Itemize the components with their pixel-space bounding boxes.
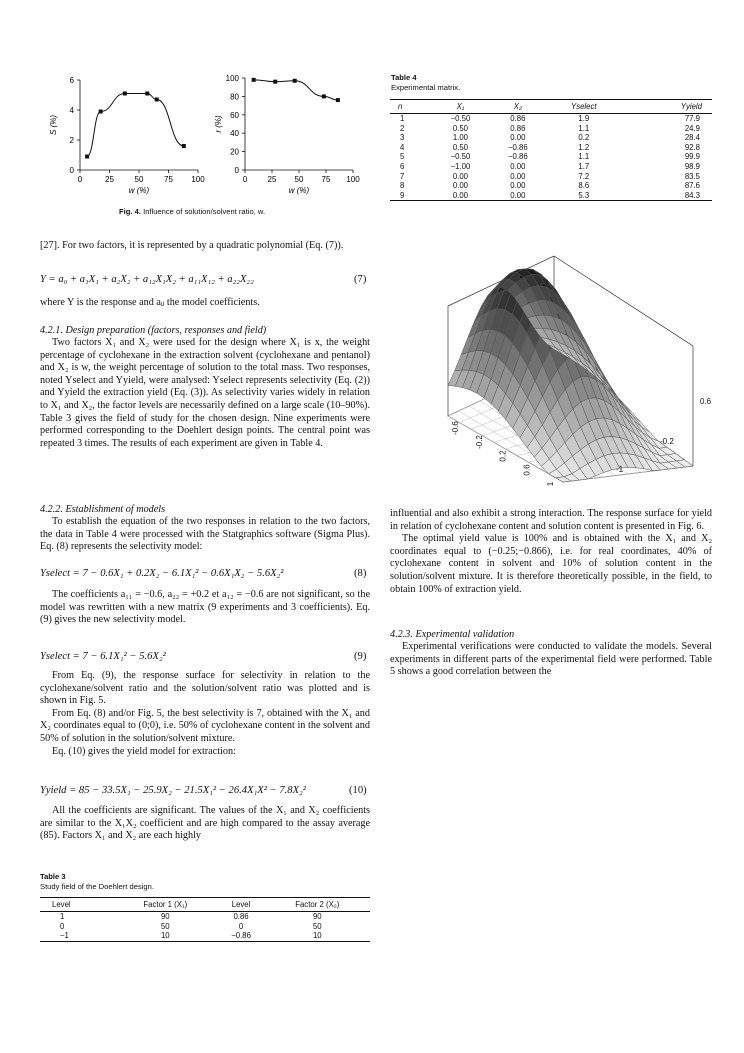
x-tick-label: 0 bbox=[242, 175, 248, 184]
y-tick-label: 0 bbox=[234, 166, 239, 175]
fig4-right-plot bbox=[214, 74, 360, 195]
table3-label: Table 3 bbox=[40, 872, 66, 881]
table4-cell: −0.86 bbox=[508, 142, 528, 152]
left-para-9: All the coefficients are significant. The values of the X₁ and X₂ coefficients are similar to the X₁X₂ coefficient and are high compared to the assay average (85). Factors X₁ and X₂ are each highly bbox=[40, 805, 370, 842]
table3-cell: 0 bbox=[238, 921, 244, 931]
x-axis-label: w (%) bbox=[288, 186, 310, 195]
equation-8: Yselect = 7 − 0.6X₁ + 0.2X₂ − 6.1X₁² − 0.6X₁X₂ − 5.6X₂² bbox=[40, 568, 284, 579]
equation-7-number: (7) bbox=[354, 274, 367, 285]
table-row bbox=[40, 922, 370, 932]
x-axis-label: w (%) bbox=[128, 186, 150, 195]
table4-title: Experimental matrix. bbox=[391, 83, 461, 92]
table4-cell: 0.00 bbox=[510, 181, 526, 191]
data-point bbox=[252, 78, 256, 82]
x-tick-label: 75 bbox=[164, 175, 173, 184]
fig4-caption: Fig. 4. Influence of solution/solvent ratio, w. bbox=[119, 207, 266, 216]
table4-cell: 77.9 bbox=[684, 114, 700, 123]
table3-cell: 50 bbox=[160, 921, 170, 931]
table3-title: Study field of the Doehlert design. bbox=[40, 882, 154, 891]
table4-header-cell: X₁ bbox=[432, 100, 489, 114]
table4-cell: 1.2 bbox=[578, 142, 590, 152]
x-tick-label: 50 bbox=[134, 175, 144, 184]
fig6-tick-label: 1 bbox=[546, 481, 555, 486]
table-row bbox=[390, 152, 712, 162]
table4-cell: 5.3 bbox=[547, 191, 621, 201]
table-row bbox=[390, 133, 712, 143]
left-para-6: From Eq. (9), the response surface for selectivity in relation to the cyclohexane/solvent ratio and the solution/solvent ratio was plotted and is shown in Fig. 5. bbox=[40, 670, 370, 707]
table4-cell: 1 bbox=[400, 114, 405, 123]
data-point bbox=[182, 144, 186, 148]
figure-6-surface bbox=[388, 246, 718, 486]
table3 bbox=[40, 897, 370, 942]
x-tick-label: 100 bbox=[191, 175, 205, 184]
y-tick-label: 0 bbox=[69, 166, 74, 175]
table-row bbox=[390, 143, 712, 153]
table3-header-cell: Level bbox=[40, 898, 113, 912]
left-para-8: Eq. (10) gives the yield model for extraction: bbox=[52, 745, 236, 757]
table4-cell: 7 bbox=[400, 171, 405, 181]
left-para-2: where Y is the response and aᵢⱼ the model coefficients. bbox=[40, 297, 260, 308]
y-axis-label: S (%) bbox=[49, 115, 58, 135]
table-row bbox=[390, 124, 712, 134]
table3-cell: −1 bbox=[40, 931, 113, 941]
table3-cell: 50 bbox=[312, 921, 322, 931]
table3-header-cell: Level bbox=[218, 898, 265, 912]
left-para-4: To establish the equation of the two responses in relation to the two factors, the data in Table 4 were processed with the Statgraphics software (Sigma Plus). Eq. (8) represents the selectivity model: bbox=[40, 516, 370, 553]
table4-header-cell: X₂ bbox=[489, 100, 546, 114]
data-point bbox=[336, 98, 340, 102]
table4-cell: 1.1 bbox=[578, 152, 590, 162]
data-point bbox=[155, 98, 159, 102]
table4-cell: 99.9 bbox=[684, 152, 700, 162]
table-row bbox=[40, 912, 370, 922]
x-tick-label: 50 bbox=[294, 175, 304, 184]
table4-header-cell: Yyield bbox=[621, 100, 712, 114]
x-tick-label: 25 bbox=[267, 175, 277, 184]
fig6-tick-label: -0.2 bbox=[660, 437, 674, 446]
data-point bbox=[322, 94, 326, 98]
table3-cell: 1 bbox=[60, 912, 65, 921]
heading-4-2-1: 4.2.1. Design preparation (factors, responses and field) bbox=[40, 325, 267, 336]
table-row bbox=[390, 114, 712, 124]
right-para-1: influential and also exhibit a strong interaction. The response surface for yield in relation of cyclohexane content and solution content is presented in Fig. 6. bbox=[390, 508, 712, 532]
x-tick-label: 0 bbox=[77, 175, 83, 184]
data-point bbox=[145, 92, 149, 96]
table4-cell: 2 bbox=[400, 123, 405, 133]
table3-cell: 0.86 bbox=[233, 912, 249, 921]
y-tick-label: 60 bbox=[230, 110, 239, 120]
table4-cell: −0.86 bbox=[508, 152, 528, 162]
table4-cell: 28.4 bbox=[684, 133, 700, 143]
left-para-1: [27]. For two factors, it is represented by a quadratic polynomial (Eq. (7)). bbox=[40, 240, 344, 251]
equation-9: Yselect = 7 − 6.1X₁² − 5.6X₂² bbox=[40, 651, 166, 662]
table4-header-cell: Yselect bbox=[547, 100, 621, 114]
table-row bbox=[390, 181, 712, 191]
table4-cell: 1.1 bbox=[578, 123, 590, 133]
table4-cell: 0.86 bbox=[510, 114, 526, 123]
table3-cell: 10 bbox=[265, 931, 370, 941]
table-row bbox=[390, 162, 712, 172]
fig6-tick-label: 0.6 bbox=[522, 464, 532, 476]
table4-cell: 98.9 bbox=[684, 161, 700, 171]
fig6-tick-label: 0.6 bbox=[700, 397, 712, 406]
table4-cell: 0.86 bbox=[510, 123, 526, 133]
y-tick-label: 80 bbox=[230, 92, 239, 102]
equation-10-number: (10) bbox=[349, 785, 367, 796]
table4-cell: 0.50 bbox=[452, 142, 469, 152]
table4-cell: −1.00 bbox=[450, 161, 471, 171]
table4-cell: 3 bbox=[400, 133, 405, 143]
table4-cell: −0.50 bbox=[450, 152, 471, 162]
table4-cell: 0.00 bbox=[510, 161, 526, 171]
table-row bbox=[390, 172, 712, 182]
fig6-tick-label: 0.2 bbox=[498, 450, 508, 462]
table4-cell: 0.00 bbox=[510, 133, 526, 143]
x-tick-label: 75 bbox=[321, 175, 331, 184]
table3-cell: 90 bbox=[160, 912, 170, 921]
equation-9-number: (9) bbox=[354, 651, 367, 662]
table4-cell: 87.6 bbox=[684, 181, 700, 191]
table4-cell: 0.00 bbox=[432, 191, 489, 201]
equation-7: Y = a₀ + a₁X₁ + a₂X₂ + a₁₂X₁X₂ + a₁₁X₁₂ + a₂₂X₂₂ bbox=[40, 274, 254, 285]
left-para-5: The coefficients a₁₁ = −0.6, a₂₂ = +0.2 et a₁₂ = −0.6 are not significant, so the model was rewritten with a new matrix (9 experiments and 3 coefficients). Eq. (9) gives the new selectivity model. bbox=[40, 589, 370, 626]
table4-cell: −0.50 bbox=[450, 114, 471, 123]
table4-cell: 5 bbox=[400, 152, 405, 162]
table4-cell: 24.9 bbox=[684, 123, 700, 133]
y-tick-label: 40 bbox=[230, 129, 239, 139]
y-tick-label: 100 bbox=[225, 74, 239, 83]
left-para-3: Two factors X₁ and X₂ were used for the design where X₁ is x, the weight percentage of cyclohexane in the extraction solvent (cyclohexane and pentanol) and X₂ is w, the weight percentage of solution to the total mass. Two responses, noted Yselect and Yyield, were analysed: Yselect represents selectivity (Eq. (2)) and Yyield the extraction yield (Eq. (3)). As selectivity varies widely in relation to X₁ and X₂, the factor levels are necessarily defined on a large scale (10–90%). Table 3 gives the field of study for the chosen design. Nine experiments were performed corresponding to the Doehlert design points. The central point was repeated 3 times. The results of each experiment are given in Table 4. bbox=[40, 337, 370, 449]
equation-8-number: (8) bbox=[354, 568, 367, 579]
y-axis-label: r (%) bbox=[214, 115, 223, 133]
table4-cell: 9 bbox=[390, 191, 432, 201]
table3-cell: 10 bbox=[113, 931, 217, 941]
x-tick-label: 100 bbox=[346, 175, 360, 184]
table-row bbox=[390, 191, 712, 201]
data-point bbox=[85, 155, 89, 159]
table4-cell: 1.9 bbox=[578, 114, 590, 123]
table4-cell: 0.00 bbox=[452, 171, 469, 181]
table3-cell: 0 bbox=[60, 921, 65, 931]
table4-cell: 1.00 bbox=[452, 133, 469, 143]
table-row bbox=[40, 931, 370, 941]
right-para-3: Experimental verifications were conducted to validate the models. Several experiments in different parts of the experimental field were performed. Table 5 shows a good correlation between the bbox=[390, 641, 712, 678]
equation-10: Yyield = 85 − 33.5X₁ − 25.9X₂ − 21.5X₁² − 26.4X₁X² − 7.8X₂² bbox=[40, 785, 306, 796]
y-tick-label: 4 bbox=[69, 106, 74, 115]
table4-cell: 0.00 bbox=[489, 191, 546, 201]
table4-cell: 0.50 bbox=[452, 123, 469, 133]
y-tick-label: 20 bbox=[230, 147, 239, 157]
table4-cell: 92.8 bbox=[684, 142, 700, 152]
table4-cell: 0.2 bbox=[578, 133, 590, 143]
heading-4-2-3: 4.2.3. Experimental validation bbox=[390, 629, 515, 640]
table4-label: Table 4 bbox=[391, 73, 417, 82]
right-para-2: The optimal yield value is 100% and is obtained with the X₁ and X₂ coordinates equal to (−0.25;−0.866), i.e. for real coordinates, 40% of cyclohexane content in solvent and 10% of solution content in the solution/solvent mixture. It is therefore theoretically possible, in the field, to obtain 100% of extraction yield. bbox=[390, 533, 712, 595]
data-point bbox=[99, 110, 103, 114]
fig6-tick-label: -1 bbox=[616, 465, 624, 474]
table4-cell: 0.00 bbox=[452, 181, 469, 191]
heading-4-2-2: 4.2.2. Establishment of models bbox=[40, 504, 166, 515]
table4-cell: 6 bbox=[400, 161, 405, 171]
x-tick-label: 25 bbox=[105, 175, 114, 184]
table4-cell: 0.00 bbox=[510, 171, 526, 181]
data-point bbox=[293, 79, 297, 83]
table4 bbox=[390, 99, 712, 201]
fig6-tick-label: -0.6 bbox=[451, 421, 460, 435]
table4-cell: 8.6 bbox=[578, 181, 590, 191]
series-line bbox=[87, 94, 184, 157]
table3-cell: 90 bbox=[312, 912, 322, 921]
y-tick-label: 2 bbox=[69, 136, 74, 145]
data-point bbox=[273, 80, 277, 84]
left-para-7: From Eq. (8) and/or Fig. 5, the best selectivity is 7, obtained with the X₁ and X₂ coordinates equal to (0;0), i.e. 50% of cyclohexane content in the solvent and 50% of solution in the solution/solvent mixture. bbox=[40, 707, 370, 744]
table4-cell: 8 bbox=[400, 181, 405, 191]
table4-cell: 84.3 bbox=[621, 191, 712, 201]
table4-cell: 1.7 bbox=[578, 161, 590, 171]
data-point bbox=[123, 92, 127, 96]
table3-header-cell: Factor 2 (X₂) bbox=[265, 898, 370, 912]
fig6-tick-label: -0.2 bbox=[474, 435, 484, 449]
table4-cell: 7.2 bbox=[578, 171, 590, 181]
table4-cell: 83.5 bbox=[684, 171, 700, 181]
table3-header-cell: Factor 1 (X₁) bbox=[113, 898, 217, 912]
table4-cell: 4 bbox=[400, 142, 405, 152]
figure-4-plots bbox=[40, 70, 370, 200]
y-tick-label: 6 bbox=[69, 76, 74, 85]
table4-header-cell: n bbox=[390, 100, 432, 114]
fig4-left-plot bbox=[49, 76, 205, 195]
table3-cell: −0.86 bbox=[218, 931, 265, 941]
